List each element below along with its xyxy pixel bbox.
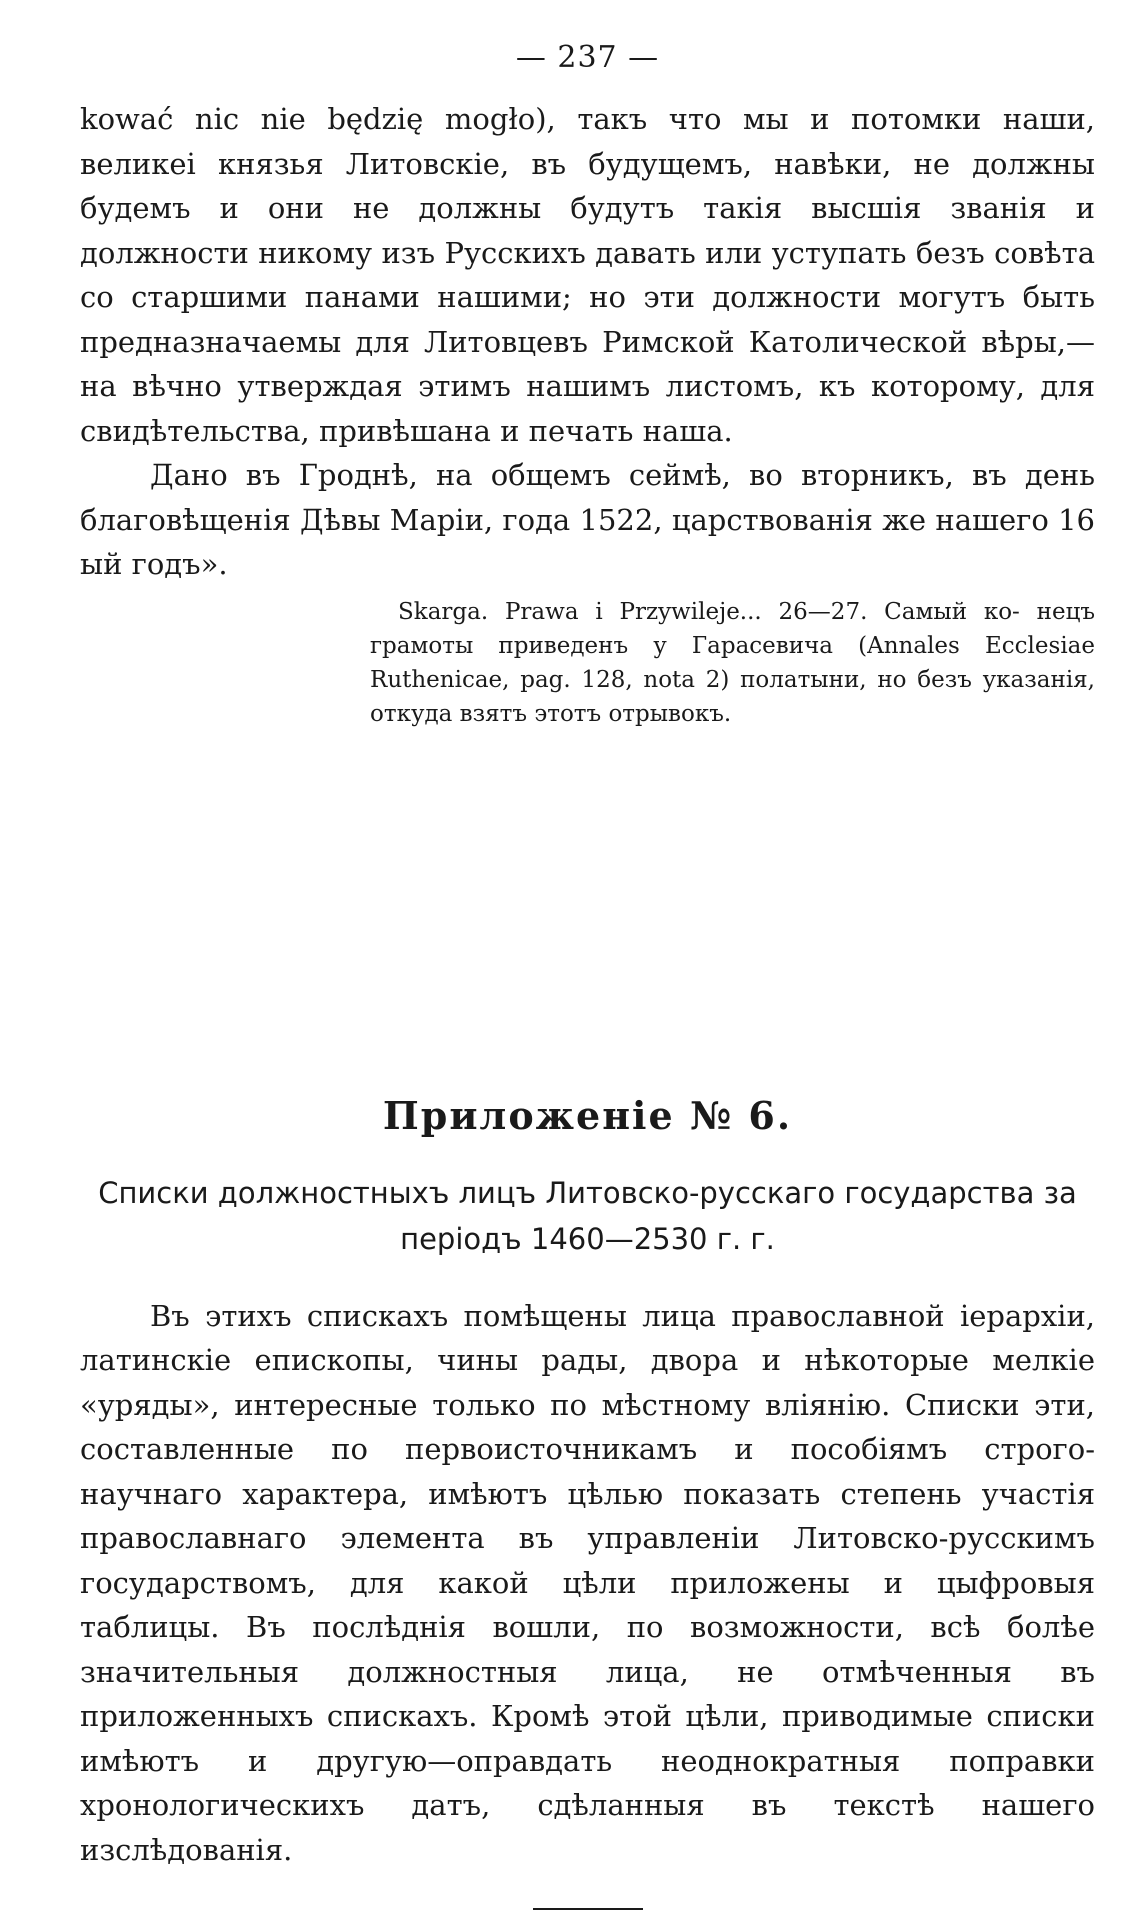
footnote	[80, 595, 1095, 731]
top-paragraph: kować nic nie będzię mogło), такъ что мы и потомки наши, великеі князья Литовскіе, въ будущемъ, навѣки, не должны будемъ и они не должны будутъ такія высшія званія и должности никому изъ Русскихъ давать или уступать безъ совѣта со старшими панами нашими; но эти должности могутъ быть предназначаемы для Литовцевъ Римской Католической вѣры,—на вѣчно утверждая этимъ нашимъ листомъ, къ которому, для свидѣтельства, привѣшана и печать наша.	[80, 102, 1095, 448]
appendix-paragraph: Въ этихъ спискахъ помѣщены лица православной іерархіи, латинскіе епископы, чины рады, двора и нѣкоторые мелкіе «уряды», интересные только по мѣстному вліянію. Списки эти, составленные по первоисточникамъ и пособіямъ строго-научнаго характера, имѣютъ цѣлью показать степень участія православнаго элемента въ управленіи Литовско-русскимъ государствомъ, для какой цѣли приложены и цыфровыя таблицы. Въ послѣднія вошли, по возможности, всѣ болѣе значительныя должностныя лица, не отмѣченныя въ приложенныхъ спискахъ. Кромѣ этой цѣли, приводимые списки имѣютъ и другую—оправдать неоднократныя поправки хронологическихъ датъ, сдѣланныя въ текстѣ нашего изслѣдованія.	[80, 1298, 1095, 1867]
footnote-line-1: Skarga. Prawa i Przywileje... 26—27. Самый ко-	[398, 598, 1020, 625]
footnote-rest: нецъ грамоты приведенъ у Гарасевича (Annales Ecclesiae Ruthenicae, pag. 128, nota 2) полатыни, но безъ указанія, откуда взятъ этотъ отрывокъ.	[370, 598, 1095, 727]
appendix-title: Приложеніе № 6.	[382, 1092, 793, 1138]
blank-space	[80, 731, 1095, 1093]
document-page	[80, 40, 1095, 1910]
appendix-subtitle: Списки должностныхъ лицъ Литовско-русскаго государства за періодъ 1460—2530 г. г.	[98, 1175, 1077, 1256]
dated-paragraph: Дано въ Гроднѣ, на общемъ сеймѣ, во вторникъ, въ день благовѣщенія Дѣвы Маріи, года 1522, царствованія же нашего 16 ый годъ».	[80, 458, 1095, 581]
page-number: — 237 —	[515, 40, 660, 75]
